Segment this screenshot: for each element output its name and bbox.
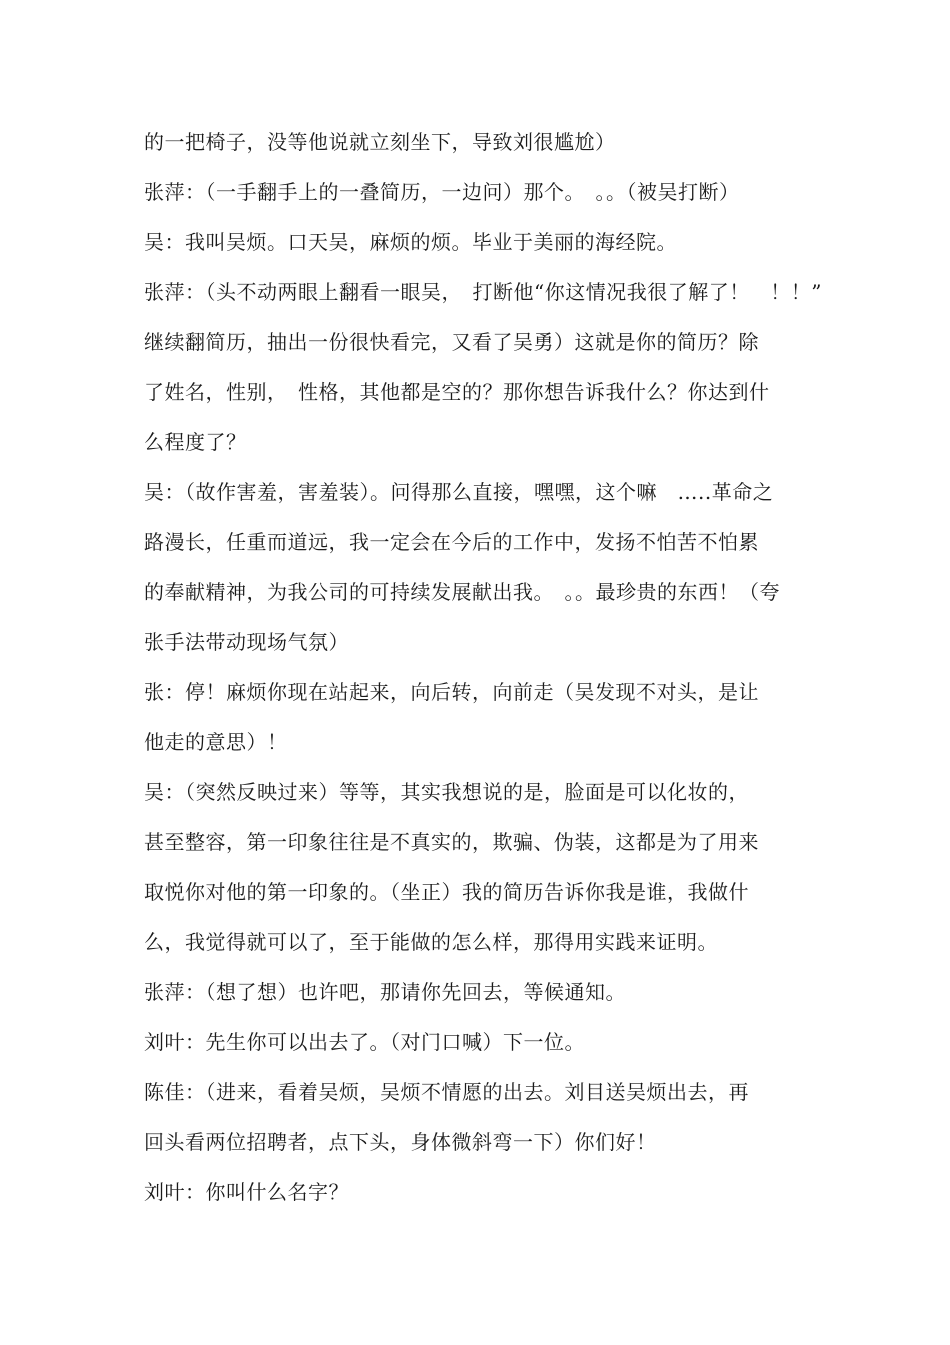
text-line: 回头看两位招聘者，点下头，身体微斜弯一下）你们好！	[144, 1130, 657, 1154]
text-line: 吴：（突然反映过来）等等，其实我想说的是，脸面是可以化妆的，	[144, 780, 749, 804]
text-line: 张萍：（一手翻手上的一叠简历，一边问）那个。 。。（被吴打断）	[144, 180, 740, 204]
text-line: 甚至整容，第一印象往往是不真实的，欺骗、伪装，这都是为了用来	[144, 830, 759, 854]
text-line: 么程度了？	[144, 430, 247, 454]
text-line: 张手法带动现场气氛）	[144, 630, 349, 654]
text-line: 刘叶：先生你可以出去了。（对门口喊）下一位。	[144, 1030, 585, 1054]
text-line: 么，我觉得就可以了，至于能做的怎么样，那得用实践来证明。	[144, 930, 718, 954]
text-line: 陈佳：（进来，看着吴烦，吴烦不情愿的出去。刘目送吴烦出去，再	[144, 1080, 749, 1104]
text-line: 他走的意思）！	[144, 730, 288, 754]
text-line: 的奉献精神，为我公司的可持续发展献出我。 。。最珍贵的东西！（夸	[144, 580, 780, 604]
text-line: 张：停！麻烦你现在站起来，向后转，向前走（吴发现不对头，是让	[144, 680, 759, 704]
text-line: 张萍：（想了想）也许吧，那请你先回去，等候通知。	[144, 980, 626, 1004]
text-line: 继续翻简历，抽出一份很快看完，又看了吴勇）这就是你的简历？除	[144, 330, 759, 354]
text-line: 吴：（故作害羞，害羞装）。问得那么直接，嘿嘿，这个嘛 …..革命之	[144, 480, 774, 504]
text-line: 的一把椅子，没等他说就立刻坐下，导致刘很尴尬）	[144, 130, 616, 154]
text-line: 路漫长，任重而道远，我一定会在今后的工作中，发扬不怕苦不怕累	[144, 530, 759, 554]
text-line: 吴：我叫吴烦。口天吴，麻烦的烦。毕业于美丽的海经院。	[144, 230, 677, 254]
text-line: 了姓名，性别， 性格，其他都是空的？那你想告诉我什么？你达到什	[144, 380, 770, 404]
text-line: 取悦你对他的第一印象的。（坐正）我的简历告诉你我是谁，我做什	[144, 880, 749, 904]
text-line: 张萍：（头不动两眼上翻看一眼吴， 打断他“你这情况我很了解了！ ！！”	[144, 280, 822, 304]
text-line: 刘叶：你叫什么名字？	[144, 1180, 349, 1204]
